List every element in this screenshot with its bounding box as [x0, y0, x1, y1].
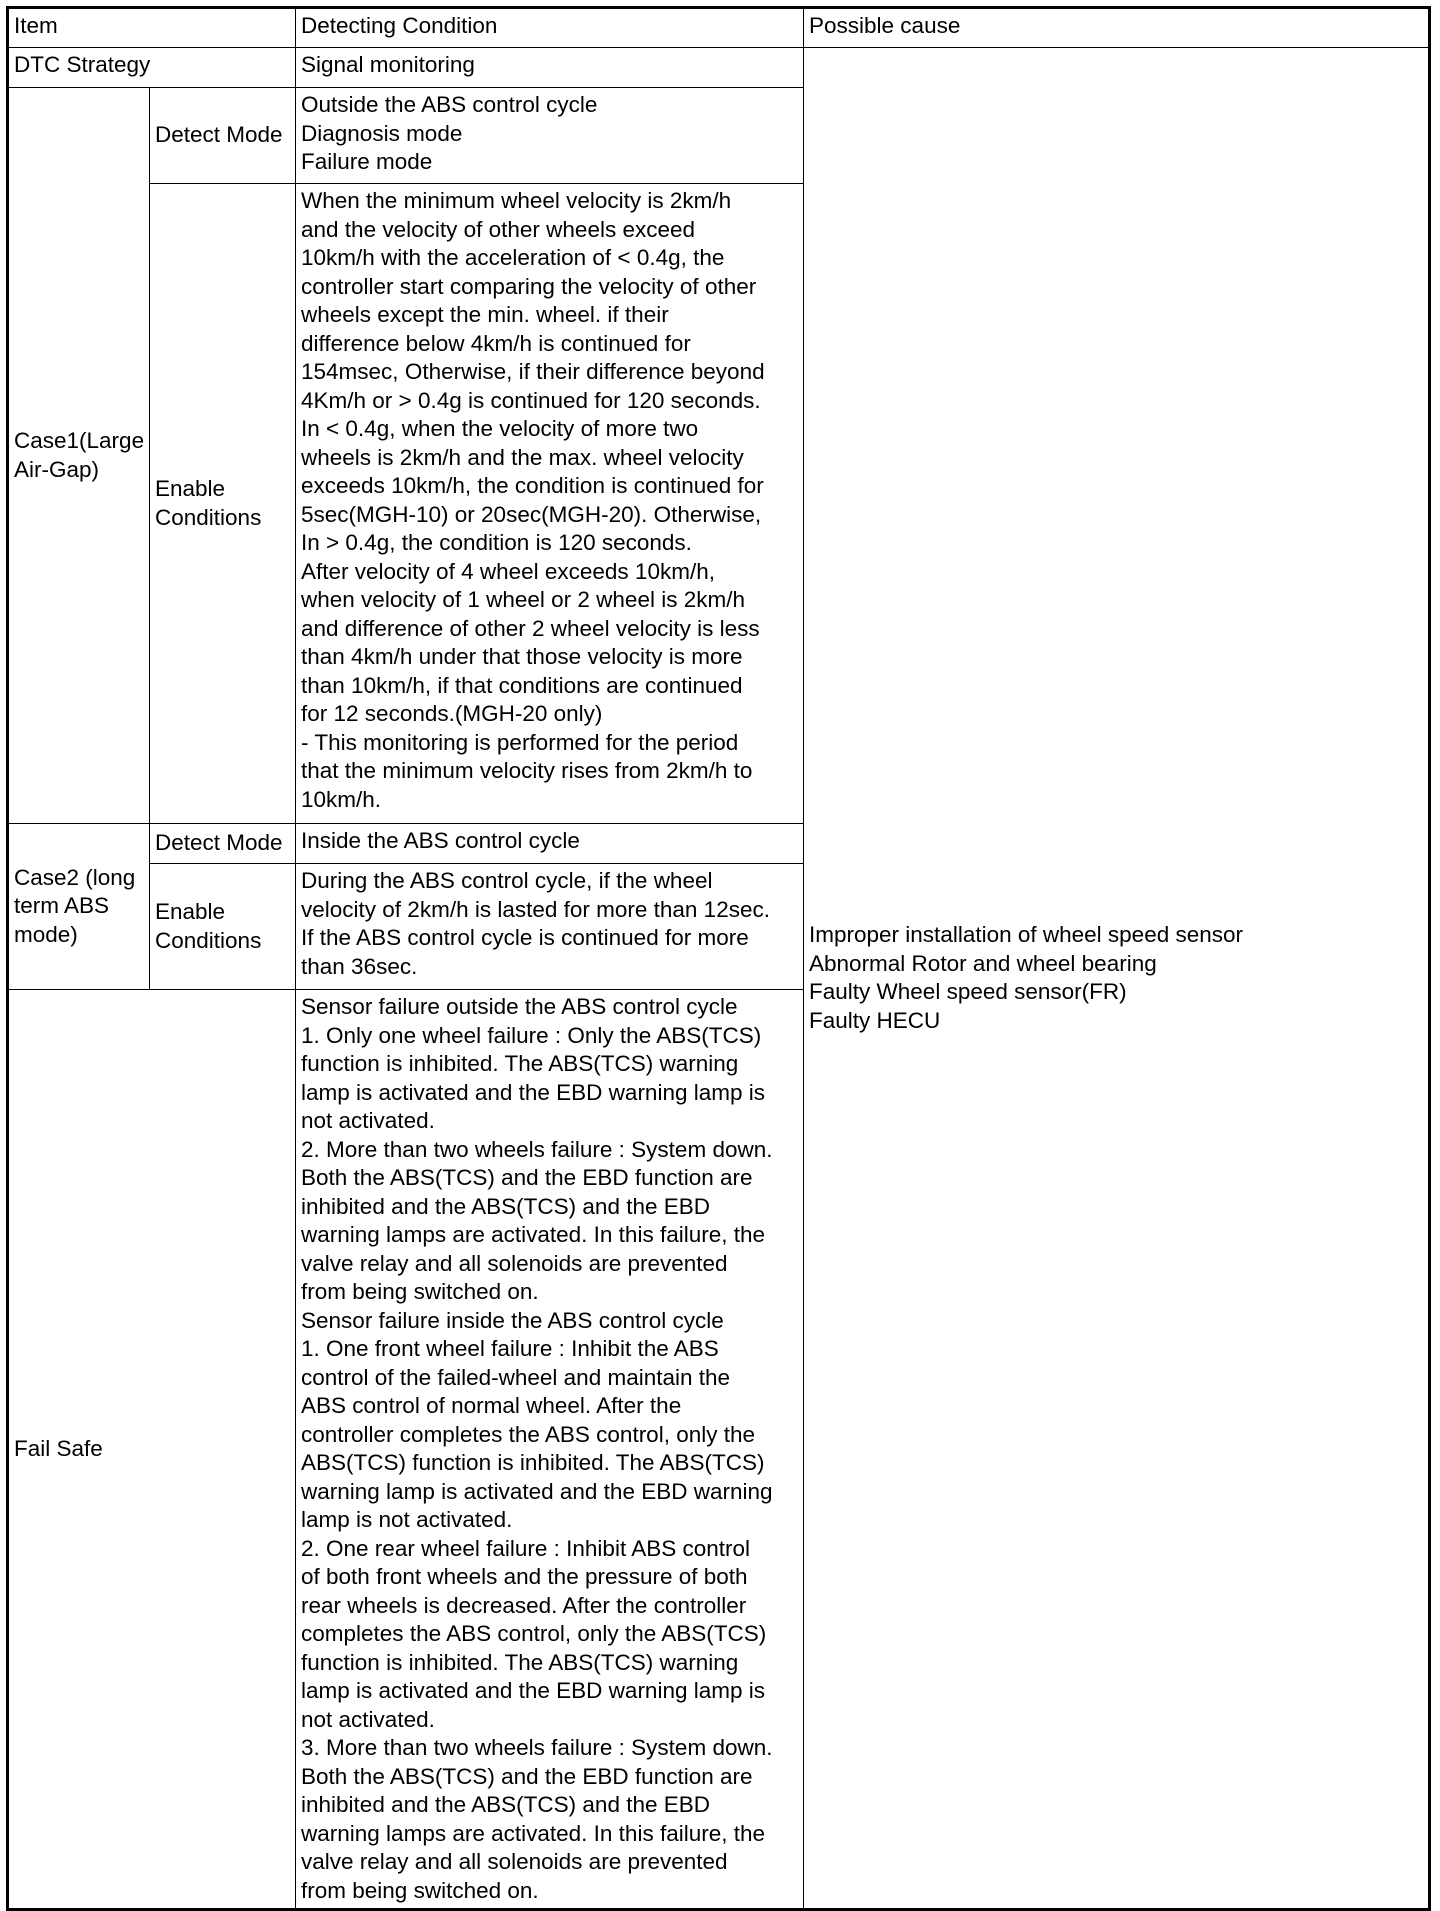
case1-detect-mode-label: Detect Mode: [150, 88, 296, 184]
fail-safe-label: Fail Safe: [8, 990, 296, 1910]
case1-label: Case1(Large Air-Gap): [8, 88, 150, 824]
dtc-table: [6, 6, 1431, 1911]
case1-enable-conditions-label: Enable Conditions: [150, 184, 296, 824]
header-possible-cause: Possible cause: [804, 8, 1430, 48]
possible-cause-line: Abnormal Rotor and wheel bearing: [809, 950, 1157, 976]
case1-enable-conditions-text: When the minimum wheel velocity is 2km/h and the velocity of other wheels exceed 10km/h with the acceleration of < 0.4g, the controller start comparing the velocity of other wheels except the min. wheel. if their difference below 4km/h is continued for 154msec, Otherwise, if their difference beyond 4Km/h or > 0.4g is continued for 120 seconds. In < 0.4g, when the velocity of more two wheels is 2km/h and the max. wheel velocity exceeds 10km/h, the condition is continued for 5sec(MGH-10) or 20sec(MGH-20). Otherwise, In > 0.4g, the condition is 120 seconds. After velocity of 4 wheel exceeds 10km/h, when velocity of 1 wheel or 2 wheel is 2km/h and difference of other 2 wheel velocity is less than 4km/h under that those velocity is more than 10km/h, if that conditions are continued for 12 seconds.(MGH-20 only) - This monitoring is performed for the period that the minimum velocity rises from 2km/h to 10km/h.: [296, 184, 804, 824]
case2-enable-conditions-label: Enable Conditions: [150, 864, 296, 990]
case2-label: Case2 (long term ABS mode): [8, 824, 150, 990]
case2-enable-conditions-text: During the ABS control cycle, if the wheel velocity of 2km/h is lasted for more than 12sec. If the ABS control cycle is continued for more than 36sec.: [296, 864, 804, 990]
case2-detect-mode-value: Inside the ABS control cycle: [296, 824, 804, 864]
possible-cause-line: Faulty HECU: [809, 1007, 941, 1033]
dtc-strategy-value: Signal monitoring: [296, 48, 804, 88]
possible-cause-cell: [804, 48, 1430, 1910]
fail-safe-text: Sensor failure outside the ABS control cycle 1. Only one wheel failure : Only the ABS(TCS) function is inhibited. The ABS(TCS) warning lamp is activated and the EBD warning lamp is not activated. 2. More than two wheels failure : System down. Both the ABS(TCS) and the EBD function are inhibited and the ABS(TCS) and the EBD warning lamps are activated. In this failure, the valve relay and all solenoids are prevented from being switched on. Sensor failure inside the ABS control cycle 1. One front wheel failure : Inhibit the ABS control of the failed-wheel and maintain the ABS control of normal wheel. After the controller completes the ABS control, only the ABS(TCS) function is inhibited. The ABS(TCS) warning lamp is activated and the EBD warning lamp is not activated. 2. One rear wheel failure : Inhibit ABS control of both front wheels and the pressure of both rear wheels is decreased. After the controller completes the ABS control, only the ABS(TCS) function is inhibited. The ABS(TCS) warning lamp is activated and the EBD warning lamp is not activated. 3. More than two wheels failure : System down. Both the ABS(TCS) and the EBD function are inhibited and the ABS(TCS) and the EBD warning lamps are activated. In this failure, the valve relay and all solenoids are prevented from being switched on.: [296, 990, 804, 1910]
dtc-strategy-row: [8, 48, 1430, 88]
dtc-strategy-label: DTC Strategy: [8, 48, 296, 88]
header-item: Item: [8, 8, 296, 48]
case2-detect-mode-label: Detect Mode: [150, 824, 296, 864]
case1-detect-mode-value: Outside the ABS control cycle Diagnosis mode Failure mode: [296, 88, 804, 184]
possible-cause-line: Improper installation of wheel speed sensor: [809, 922, 1244, 947]
header-row: [8, 8, 1430, 48]
header-detecting-condition: Detecting Condition: [296, 8, 804, 48]
possible-cause-line: Faulty Wheel speed sensor(FR): [809, 979, 1127, 1004]
